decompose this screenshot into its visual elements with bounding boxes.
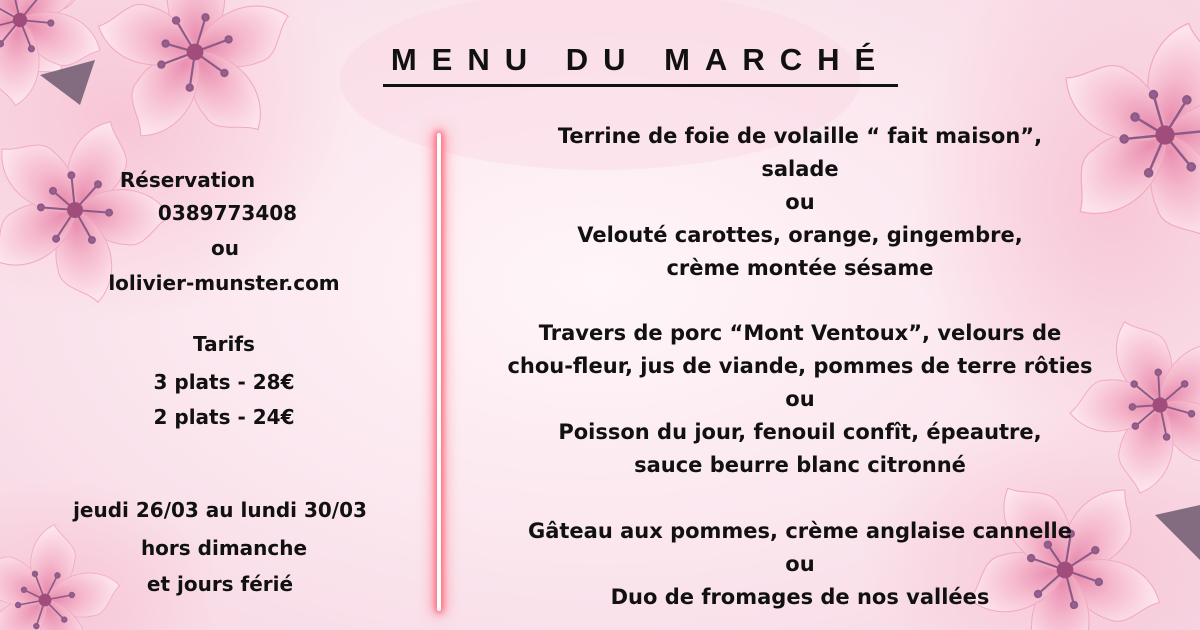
menu-starters [480, 120, 1120, 285]
menu-line: ou [785, 552, 815, 576]
menu-line: sauce beurre blanc citronné [634, 453, 966, 477]
menu-mains [480, 317, 1120, 482]
date-exception-holidays: et jours férié [146, 572, 294, 596]
date-range: jeudi 26/03 au lundi 30/03 [73, 498, 367, 522]
menu-line: chou-fleur, jus de viande, pommes de terre rôties [507, 354, 1093, 378]
menu-line: Travers de porc “Mont Ventoux”, velours de [538, 321, 1062, 345]
tarifs-heading: Tarifs [193, 332, 255, 356]
reservation-heading: Réservation [119, 168, 256, 192]
reservation-website[interactable]: lolivier-munster.com [108, 271, 340, 295]
menu-line: Velouté carottes, orange, gingembre, [577, 223, 1023, 247]
date-exception-sunday: hors dimanche [140, 536, 308, 560]
reservation-or: ou [211, 236, 239, 260]
menu-line: Duo de fromages de nos vallées [610, 585, 990, 609]
menu-line: Terrine de foie de volaille “ fait maison”, [557, 124, 1043, 148]
page-title: MENU DU MARCHÉ [383, 40, 898, 87]
menu-desserts [480, 515, 1120, 614]
tarif-three-courses: 3 plats - 28€ [153, 370, 295, 394]
menu-line: salade [761, 157, 839, 181]
menu-line: ou [785, 387, 815, 411]
menu-line: crème montée sésame [666, 256, 934, 280]
reservation-phone: 0389773408 [157, 201, 298, 225]
menu-line: ou [785, 190, 815, 214]
menu-line: Gâteau aux pommes, crème anglaise cannelle [527, 519, 1072, 543]
tarif-two-courses: 2 plats - 24€ [153, 405, 295, 429]
menu-line: Poisson du jour, fenouil confît, épeautre, [558, 420, 1042, 444]
